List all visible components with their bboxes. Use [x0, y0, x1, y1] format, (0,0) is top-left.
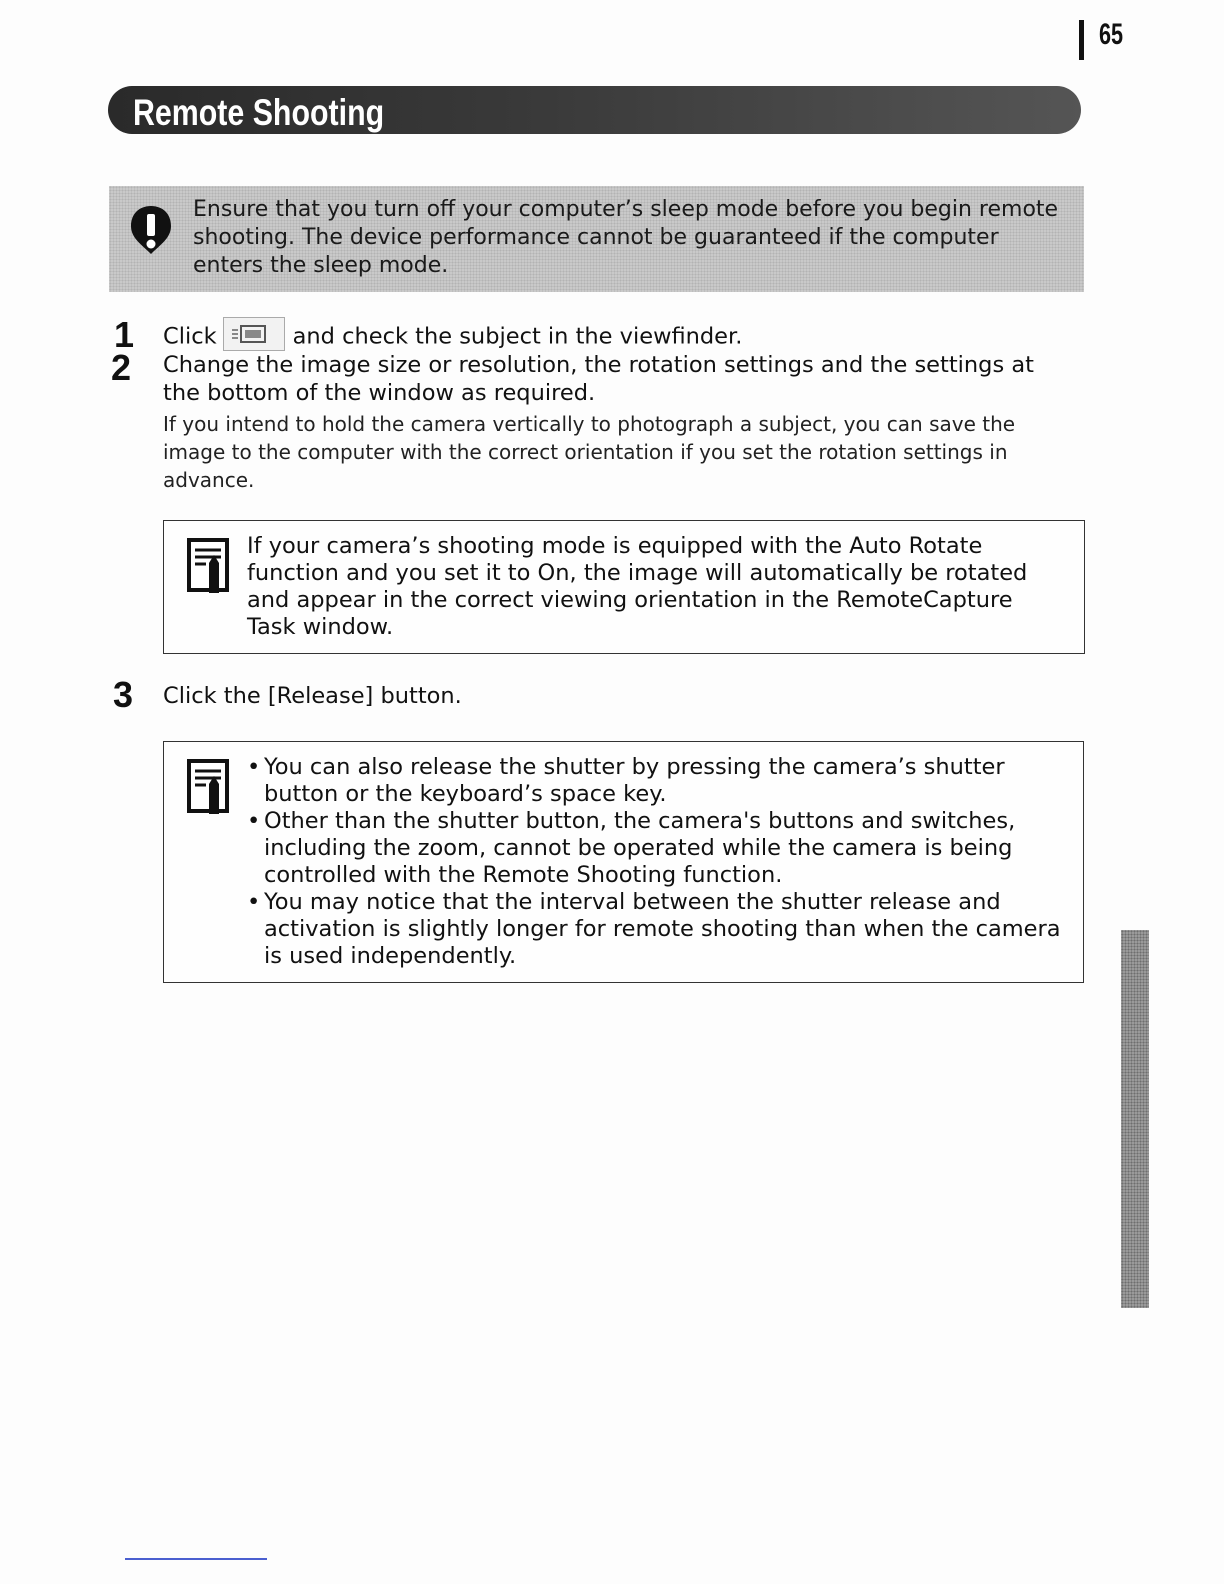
step-3-text: Click the [Release] button. [163, 683, 462, 709]
page-number: 65 [1099, 18, 1124, 51]
memo-icon [186, 537, 230, 595]
bottom-rule [125, 1558, 267, 1560]
step-2-note: If you intend to hold the camera vertically to photograph a subject, you can save the image to the computer with the correct orientation if you set the rotation settings in advance. [163, 412, 1016, 492]
caution-icon [127, 204, 175, 256]
list-item: • Other than the shutter button, the camera's buttons and switches, including the zoom, cannot be operated while the camera is being controlled with the Remote Shooting function. [247, 808, 1062, 889]
chapter-side-tab [1121, 930, 1149, 1308]
page-number-bar [1079, 20, 1084, 60]
list-item: • You may notice that the interval between the shutter release and activation is slightly longer for remote shooting than when the camera is used independently. [247, 889, 1062, 970]
step-1-text-before: Click [163, 323, 217, 350]
note-box [163, 741, 1084, 983]
note-2-list [247, 754, 1062, 970]
note-1-text: If your camera’s shooting mode is equipped with the Auto Rotate function and you set it to On, the image will automatically be rotated and appear in the correct viewing orientation in the RemoteCapture Task window. [247, 533, 1028, 640]
memo-icon [186, 758, 230, 816]
step-number: 3 [113, 674, 134, 715]
viewfinder-button-icon[interactable] [223, 317, 285, 351]
list-item: • You can also release the shutter by pressing the camera’s shutter button or the keyboard’s space key. [247, 754, 1062, 808]
caution-text: Ensure that you turn off your computer’s sleep mode before you begin remote shooting. The device performance cannot be guaranteed if the computer enters the sleep mode. [193, 197, 1059, 278]
step-number: 1 [114, 314, 135, 355]
note-box [163, 520, 1085, 654]
step-1-text [163, 320, 1083, 354]
section-title: Remote Shooting [133, 92, 385, 133]
step-1-text-after: and check the subject in the viewfinder. [292, 323, 743, 350]
step-2-text: Change the image size or resolution, the rotation settings and the settings at the bottom of the window as required. [163, 352, 1034, 406]
step-number: 2 [111, 347, 132, 388]
